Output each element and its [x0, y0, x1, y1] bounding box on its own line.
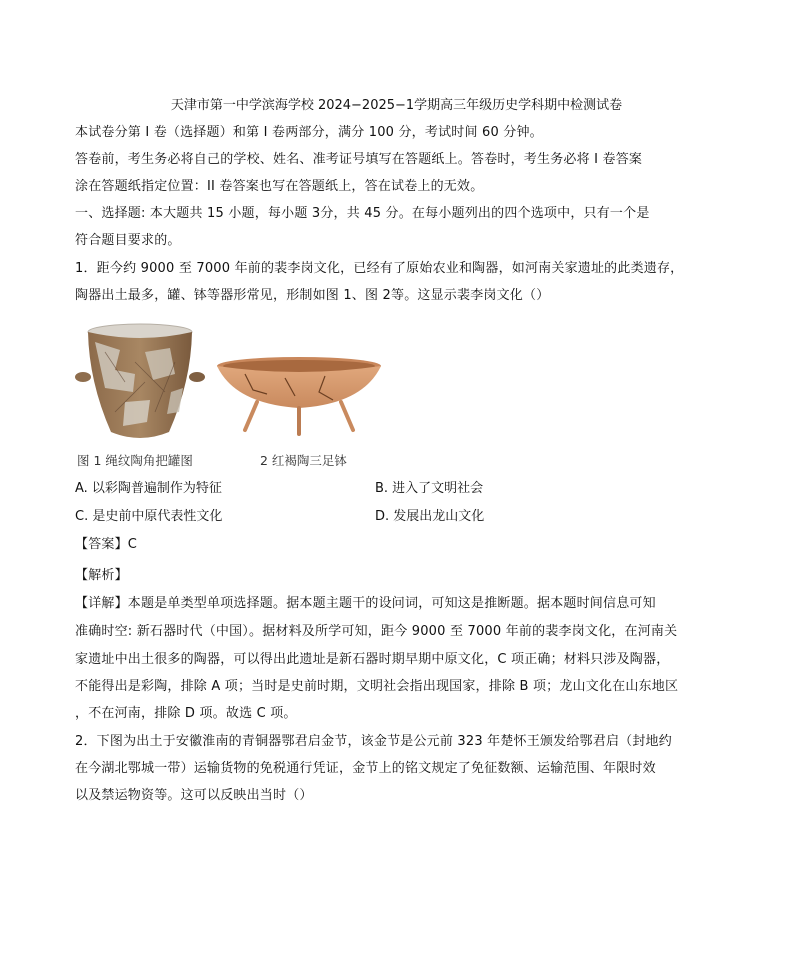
figure-1-caption: 图 1 绳纹陶角把罐图	[77, 453, 193, 468]
q2-stem-line-1: 2．下图为出土于安徽淮南的青铜器鄂君启金节，该金节是公元前 323 年楚怀王颁发给鄂君启（封地约	[75, 734, 672, 749]
intro-line-2: 答卷前，考生务必将自己的学校、姓名、准考证号填写在答题纸上。答卷时，考生务必将 I 卷答案	[75, 152, 643, 167]
section-heading-line-2: 符合题目要求的。	[75, 233, 181, 248]
q1-stem-line-1: 1．距今约 9000 至 7000 年前的裴李岗文化，已经有了原始农业和陶器，如河南关家遗址的此类遗存，	[75, 261, 684, 276]
exam-title: 天津市第一中学滨海学校 2024−2025−1学期高三年级历史学科期中检测试卷	[170, 98, 623, 113]
q2-stem-line-2: 在今湖北鄂城一带）运输货物的免税通行凭证，金节上的铭文规定了免征数额、运输范围、年限时效	[75, 761, 656, 776]
q1-detail-line-4: 不能得出是彩陶，排除 A 项；当时是史前时期，文明社会指出现国家，排除 B 项；龙山文化在山东地区	[75, 679, 679, 694]
q1-option-b: B. 进入了文明社会	[375, 481, 484, 496]
q1-stem-line-2: 陶器出土最多，罐、钵等器形常见，形制如图 1、图 2等。这显示裴李岗文化（）	[75, 288, 550, 303]
q1-option-c: C. 是史前中原代表性文化	[75, 509, 223, 524]
section-heading-line-1: 一、选择题: 本大题共 15 小题，每小题 3分，共 45 分。在每小题列出的四个选项中，只有一个是	[75, 206, 650, 221]
q2-stem-line-3: 以及禁运物资等。这可以反映出当时（）	[75, 788, 313, 803]
q1-detail-line-1: 【详解】本题是单类型单项选择题。据本题主题干的设问词，可知这是推断题。据本题时间信息可知	[75, 596, 656, 611]
figure-2-caption: 2 红褐陶三足钵	[260, 453, 347, 468]
q1-detail-line-3: 家遗址中出土很多的陶器，可以得出此遗址是新石器时期早期中原文化，C 项正确；材料只涉及陶器，	[75, 652, 670, 667]
q1-analysis-label: 【解析】	[75, 568, 128, 583]
q1-detail-line-2: 准确时空: 新石器时代（中国）。据材料及所学可知，距今 9000 至 7000 年前的裴李岗文化，在河南关	[75, 624, 678, 639]
figure-2-tripod-bowl	[215, 356, 383, 436]
q1-option-d: D. 发展出龙山文化	[375, 509, 485, 524]
intro-line-3: 涂在答题纸指定位置：II 卷答案也写在答题纸上，答在试卷上的无效。	[75, 179, 484, 194]
intro-line-1: 本试卷分第 I 卷（选择题）和第 I 卷两部分，满分 100 分，考试时间 60 分钟。	[75, 125, 543, 140]
q1-answer: 【答案】C	[75, 537, 138, 552]
q1-detail-line-5: ，不在河南，排除 D 项。故选 C 项。	[75, 706, 297, 721]
figure-1-pottery-jar	[75, 322, 205, 447]
q1-option-a: A. 以彩陶普遍制作为特征	[75, 481, 222, 496]
